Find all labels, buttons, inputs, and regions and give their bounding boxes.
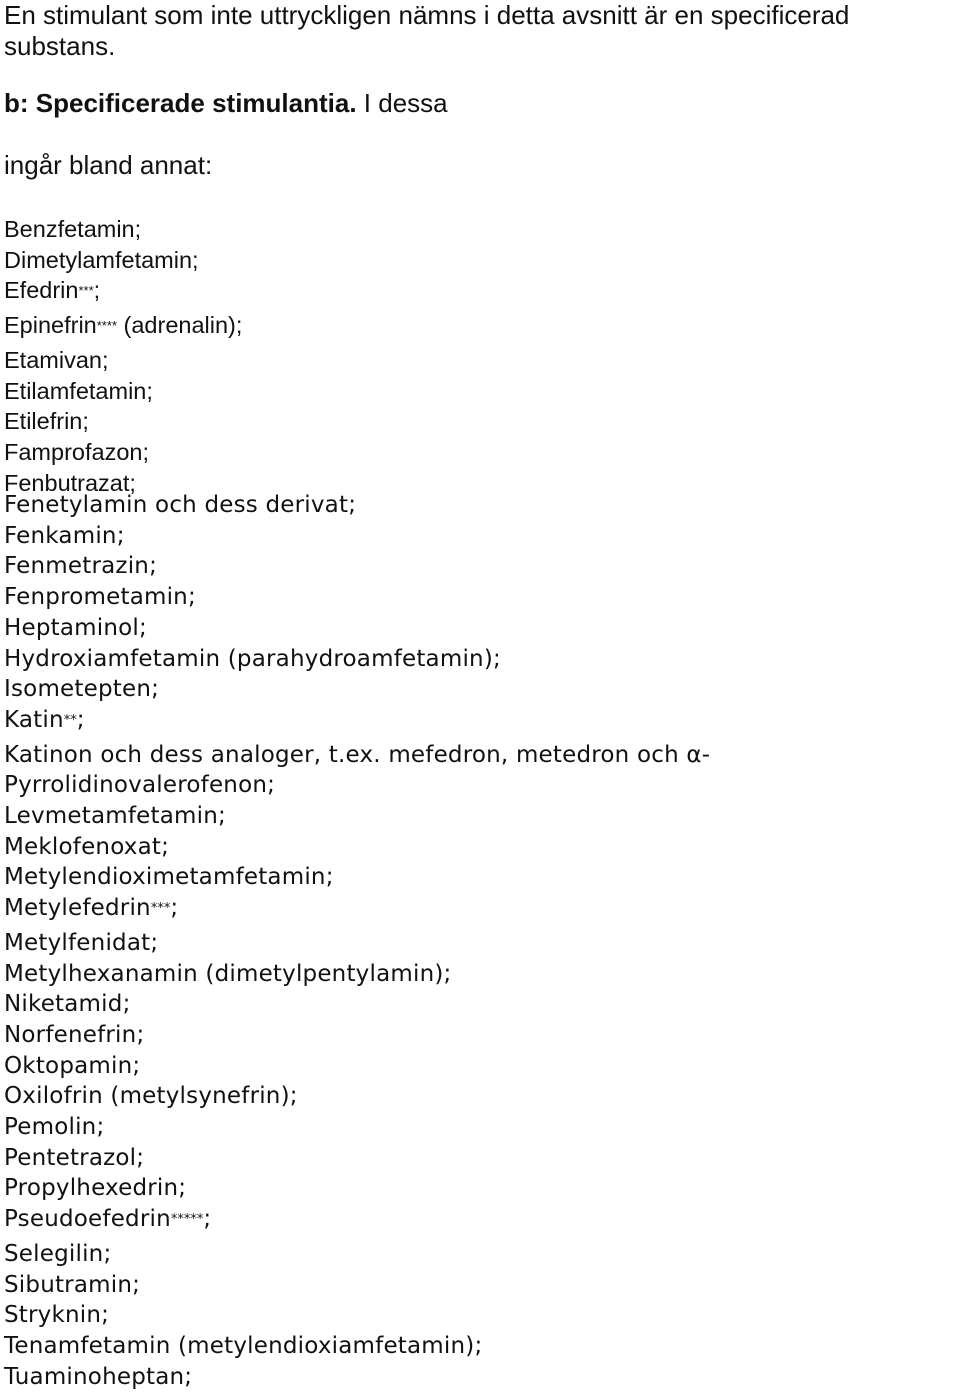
substance-suffix: ; [289,1083,298,1110]
section-heading [4,88,954,119]
substance-name: Fenprometamin [4,584,188,611]
substance-item [4,989,710,1020]
section-heading-bold: b: Specificerade stimulantia. [4,88,357,118]
substance-suffix: ; [203,1206,212,1233]
substance-item [4,740,710,771]
intro-line: substans. [4,31,116,61]
substance-suffix: ; [132,1271,141,1298]
substance-suffix: ; [178,1175,187,1202]
substance-suffix: ; [136,1021,145,1048]
substance-suffix: ; [443,960,452,987]
substance-name: Fenbutrazat [4,469,130,496]
substance-suffix: ; [136,1144,145,1171]
substance-name: Famprofazon [4,438,143,465]
substance-item [4,705,710,740]
substance-suffix: ; [129,469,136,496]
substance-item [4,521,710,552]
substance-item [4,832,710,863]
substance-item [4,801,710,832]
substance-suffix: ; [134,216,142,242]
substance-name: Pemolin [4,1114,97,1141]
substance-name: Meklofenoxat [4,833,162,860]
substance-item [4,893,710,928]
substance-item [4,245,242,276]
substance-suffix: ; [493,645,501,672]
substance-item [4,582,710,613]
substance-name: Isometepten [4,676,152,703]
substance-item [4,551,710,582]
substance-name: Katin [4,706,64,733]
substance-name: Oktopamin [4,1052,133,1079]
substance-item [4,1239,710,1270]
substance-suffix: ; [82,408,89,435]
substance-item [4,959,710,990]
substance-item [4,310,242,345]
substance-item [4,644,710,675]
substance-suffix: ; [122,991,131,1018]
substance-list-b [4,490,710,1392]
substance-item [4,770,710,801]
substance-name: Pentetrazol [4,1144,137,1171]
substance-suffix: ; [267,772,276,799]
substance-item [4,376,242,407]
substance-name: Fenmetrazin [4,553,150,580]
substance-name: Metylefedrin [4,895,151,922]
substance-suffix: ; [474,1332,483,1359]
substance-item [4,1112,710,1143]
footnote-mark: *** [78,283,94,299]
substance-suffix: ; [96,1114,105,1141]
substance-item [4,613,710,644]
substance-suffix: ; [149,553,158,580]
substance-name: Heptaminol [4,614,139,641]
substance-suffix: (adrenalin); [117,312,243,339]
substance-suffix: ; [101,346,109,373]
substance-name: Fenkamin [4,522,117,549]
substance-suffix: ; [76,706,85,733]
substance-suffix: ; [187,584,196,611]
substance-suffix: ; [170,895,179,922]
substance-name: Niketamid [4,991,123,1018]
substance-suffix: ; [217,803,226,830]
substance-list-a [4,214,242,498]
substance-name: Propylhexedrin [4,1175,179,1202]
substance-item [4,1331,710,1362]
substance-name: Metylhexanamin (dimetylpentylamin) [4,960,444,987]
substance-item [4,214,242,245]
substance-name: Tuaminoheptan [4,1363,185,1390]
substance-item [4,862,710,893]
substance-name: Tenamfetamin (metylendioxiamfetamin) [4,1332,475,1359]
substance-name: Pseudoefedrin [4,1206,171,1233]
substance-name: Metylfenidat [4,929,151,956]
substance-suffix: ; [348,492,357,518]
substance-suffix: ; [184,1363,193,1390]
substance-name: Etilamfetamin [4,377,147,404]
substance-suffix: ; [151,676,160,703]
substance-name: Etilefrin [4,408,83,435]
substance-suffix: ; [192,246,199,273]
substance-name: Katinon och dess analoger, t.ex. mefedron, metedron och α- [4,741,711,768]
substance-item [4,275,242,310]
substance-item [4,1143,710,1174]
substance-suffix: ; [132,1052,141,1079]
substance-item [4,406,242,437]
substance-item [4,1204,710,1239]
footnote-mark: ** [63,712,77,728]
substance-item [4,345,242,376]
substance-name: Sibutramin [4,1271,133,1298]
substance-name: Stryknin [4,1302,102,1329]
substance-suffix: ; [116,522,125,549]
substance-name: Levmetamfetamin [4,803,218,830]
substance-name: Oxilofrin (metylsynefrin) [4,1083,290,1110]
substance-suffix: ; [103,1240,112,1267]
substance-suffix: ; [146,377,153,404]
substance-suffix: ; [93,277,101,304]
footnote-mark: ***** [170,1212,204,1228]
substance-name: Epinefrin [4,312,97,339]
substance-name: Benzfetamin [4,216,135,242]
substance-name: Efedrin [4,277,79,304]
substance-name: Metylendioximetamfetamin [4,864,326,891]
section-heading-continuation: ingår bland annat: [4,150,213,180]
substance-name: Dimetylamfetamin [4,246,193,273]
substance-item [4,490,710,521]
substance-item [4,1173,710,1204]
substance-item [4,1051,710,1082]
substance-item [4,437,242,468]
substance-item [4,928,710,959]
substance-item [4,1081,710,1112]
intro-line: En stimulant som inte uttryckligen nämns i detta avsnitt är en specificerad [4,0,850,30]
section-heading-rest: I dessa [356,88,448,118]
substance-item [4,1020,710,1051]
substance-item [4,1300,710,1331]
substance-item [4,674,710,705]
footnote-mark: *** [150,901,171,917]
substance-suffix: ; [142,438,149,465]
substance-suffix: ; [101,1302,110,1329]
substance-suffix: ; [139,614,147,641]
substance-item [4,1270,710,1301]
substance-name: Selegilin [4,1240,104,1267]
footnote-mark: **** [96,318,117,334]
intro-paragraph [4,0,954,62]
substance-name: Etamivan [4,346,102,373]
substance-suffix: ; [150,929,159,956]
substance-name: Hydroxiamfetamin (parahydroamfetamin) [4,645,493,672]
substance-name: Pyrrolidinovalerofenon [4,772,268,799]
substance-suffix: ; [325,864,334,891]
substance-item [4,1362,710,1392]
substance-suffix: ; [161,833,170,860]
substance-name: Fenetylamin och dess derivat [4,492,349,518]
substance-name: Norfenefrin [4,1021,137,1048]
